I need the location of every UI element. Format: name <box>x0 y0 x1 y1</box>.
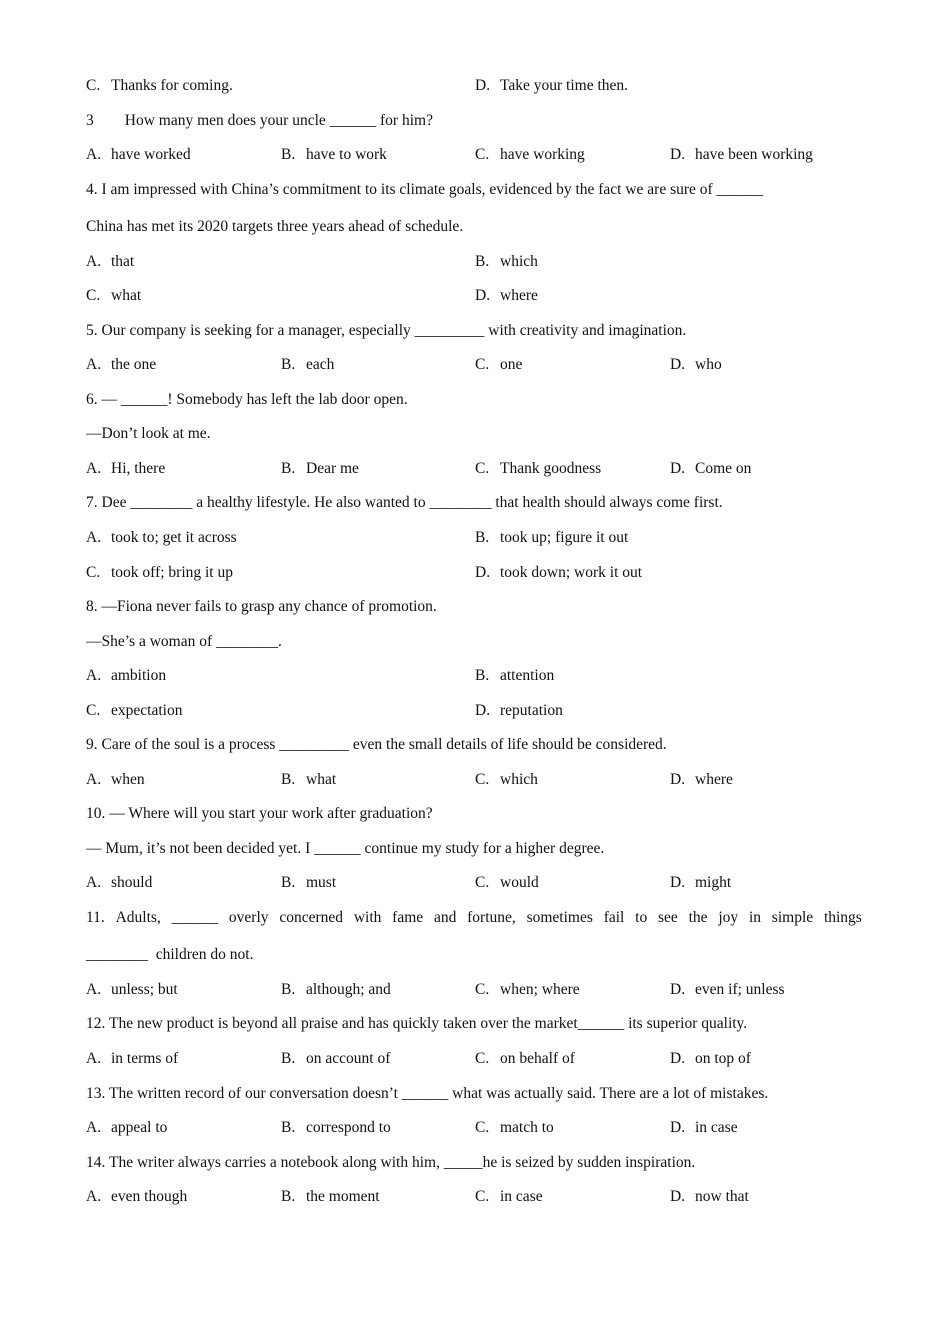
question-stem-continued: —Don’t look at me. <box>86 425 211 442</box>
option-a: A. took to; get it across <box>86 529 237 546</box>
option-a: A. in terms of <box>86 1050 179 1067</box>
option-b: B. although; and <box>281 981 391 998</box>
option-c: C. would <box>475 874 539 891</box>
option-d: D. might <box>670 874 732 891</box>
question-stem: 14. The writer always carries a notebook along with him, _____he is seized by sudden inspiration. <box>86 1154 696 1171</box>
option-c: C. one <box>475 356 523 373</box>
option-b: B. which <box>475 253 538 270</box>
option-c: C. on behalf of <box>475 1050 575 1067</box>
question-stem: 12. The new product is beyond all praise and has quickly taken over the market______ its superior quality. <box>86 1015 748 1032</box>
option-a: A. that <box>86 253 135 270</box>
option-a: A. the one <box>86 356 157 373</box>
option-c: C. in case <box>475 1188 543 1205</box>
option-d: D. have been working <box>670 146 813 163</box>
option-d: D. on top of <box>670 1050 751 1067</box>
question-stem: 4. I am impressed with China’s commitment to its climate goals, evidenced by the fact we are sure of ______ <box>86 181 764 198</box>
option-d: D. who <box>670 356 722 373</box>
option-c: C. when; where <box>475 981 580 998</box>
option-a: A. ambition <box>86 667 167 684</box>
option-c: C. Thank goodness <box>475 460 602 477</box>
option-a: A. have worked <box>86 146 191 163</box>
option-b: B. the moment <box>281 1188 380 1205</box>
option-b: B. on account of <box>281 1050 391 1067</box>
question-stem-continued: China has met its 2020 targets three years ahead of schedule. <box>86 218 464 235</box>
option-d: D. in case <box>670 1119 738 1136</box>
option-d: D. reputation <box>475 702 563 719</box>
option-b: B. must <box>281 874 337 891</box>
option-d: D. where <box>670 771 733 788</box>
option-d: D. now that <box>670 1188 749 1205</box>
option-d: D. Come on <box>670 460 752 477</box>
option-c: C. expectation <box>86 702 183 719</box>
option-c: C. match to <box>475 1119 554 1136</box>
question-stem: 7. Dee ________ a healthy lifestyle. He also wanted to ________ that health should always come first. <box>86 494 723 511</box>
option-b: B. took up; figure it out <box>475 529 629 546</box>
question-stem: 8. —Fiona never fails to grasp any chance of promotion. <box>86 598 437 615</box>
option-a: A. should <box>86 874 153 891</box>
option-d: D. Take your time then. <box>475 77 629 94</box>
question-stem: 6. — ______! Somebody has left the lab door open. <box>86 391 408 408</box>
option-c: C. have working <box>475 146 585 163</box>
question-stem-continued: — Mum, it’s not been decided yet. I ______ continue my study for a higher degree. <box>86 840 605 857</box>
option-a: A. Hi, there <box>86 460 166 477</box>
option-b: B. what <box>281 771 337 788</box>
question-stem: 5. Our company is seeking for a manager, especially _________ with creativity and imagination. <box>86 322 687 339</box>
option-c: C. which <box>475 771 538 788</box>
option-a: A. when <box>86 771 145 788</box>
question-stem: 13. The written record of our conversation doesn’t ______ what was actually said. There are a lot of mistakes. <box>86 1085 769 1102</box>
option-a: A. appeal to <box>86 1119 168 1136</box>
question-stem: 10. — Where will you start your work after graduation? <box>86 805 433 822</box>
option-b: B. each <box>281 356 335 373</box>
option-c: C. what <box>86 287 142 304</box>
option-a: A. unless; but <box>86 981 178 998</box>
option-d: D. where <box>475 287 538 304</box>
question-stem-continued: ________ children do not. <box>86 946 254 963</box>
question-stem: 9. Care of the soul is a process _________ even the small details of life should be considered. <box>86 736 667 753</box>
option-d: D. took down; work it out <box>475 564 643 581</box>
option-b: B. have to work <box>281 146 387 163</box>
option-a: A. even though <box>86 1188 188 1205</box>
question-stem: 3 How many men does your uncle ______ for him? <box>86 112 433 129</box>
option-b: B. correspond to <box>281 1119 391 1136</box>
option-b: B. attention <box>475 667 555 684</box>
option-c: C. took off; bring it up <box>86 564 233 581</box>
option-d: D. even if; unless <box>670 981 785 998</box>
question-stem: 11. Adults, ______ overly concerned with fame and fortune, sometimes fail to see the joy in simple things <box>86 909 862 926</box>
option-c: C. Thanks for coming. <box>86 77 233 94</box>
question-stem-continued: —She’s a woman of ________. <box>86 633 282 650</box>
option-b: B. Dear me <box>281 460 359 477</box>
